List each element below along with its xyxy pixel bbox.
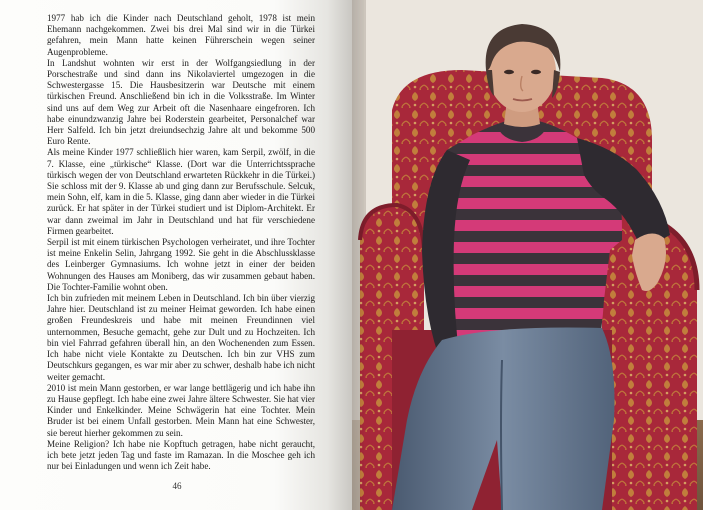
- portrait-photo: [352, 0, 703, 510]
- paragraph: Serpil ist mit einem türkischen Psychologen verheiratet, und ihre Tochter ist meine Enkelin Selin, Jahrgang 1992. Sie geht in die Abschlussklasse des Leinberger Gymnasiums. Ich wohne jetzt in einer der beiden Wohnungen des Hauses am Moniberg, das wir zusammen gebaut haben. Die Tochter-Familie wohnt oben.: [47, 237, 315, 292]
- paragraph: Ich bin zufrieden mit meinem Leben in Deutschland. Ich bin über vierzig Jahre hier. Deutschland ist zu meiner Heimat geworden. Ich habe einen großen Freundeskreis und habe mit meinen Freundinnen viel unternommen, Besuche gemacht, gehe zur Dult und zu Hochzeiten. Ich bin viel Fahrrad gefahren überall hin, an den Wochenenden zum Essen. Ich habe nicht viele Kontakte zu Deutschen. Ich bin zur VHS zum Deutschkurs gegangen, es war mir aber zu schwer, deshalb habe ich nicht weiter gemacht.: [47, 293, 315, 382]
- paragraph: In Landshut wohnten wir erst in der Wolfgangsiedlung in der Porschestraße und sind dann ins Nikolaviertel umgezogen in die Schwestergasse 15. Die Hausbesitzerin war Deutsche mit einem türkischen Freund. Anschließend bin ich in die Volksstraße. Im Winter sind uns auf dem Weg zur Arbeit oft die Nasenhaare eingefroren. Ich habe einundzwanzig Jahre bei Roderstein gearbeitet, Personalchef war Herr Salfeld. Ich bin jetzt dreiundsechzig Jahre alt und bekomme 500 Euro Rente.: [47, 57, 315, 147]
- page-number: 46: [172, 481, 182, 491]
- paragraph: 2010 ist mein Mann gestorben, er war lange bettlägerig und ich habe ihn zu Hause gepflegt. Ich habe eine zwei Jahre ältere Schwester. Sie hat vier Kinder und Enkelkinder. Meine Schwägerin hat eine Tochter. Mein Bruder ist bei einem Unfall gestorben. Mein Mann hat eine Schwester, sie bereut hierher gekommen zu sein.: [47, 382, 315, 438]
- right-page: [352, 0, 703, 510]
- paragraph: Meine Religion? Ich habe nie Kopftuch getragen, habe nicht geraucht, ich bete jetzt jeden Tag und faste im Ramazan. In die Moschee geh ich nur bei Einladungen und wenn ich Zeit habe.: [47, 438, 315, 472]
- body-text: [47, 13, 315, 472]
- paragraph: Als meine Kinder 1977 schließlich hier waren, kam Serpil, zwölf, in die 7. Klasse, eine „türkische“ Klasse. (Dort war die Unterrichtssprache türkisch wegen der von Deutschland erwarteten Rückkehr in die Türkei.) Sie schloss mit der 9. Klasse ab und ging dann zur Berufsschule. Selcuk, mein Sohn, elf, kam in die 5. Klasse, ging dann aber wieder in die Türkei zurück. Er hat später in der Türkei studiert und ist Diplom-Architekt. Er war dann zweimal im Jahr in Deutschland und hat für verschiedene Firmen gearbeitet.: [47, 147, 315, 236]
- paragraph: 1977 hab ich die Kinder nach Deutschland geholt, 1978 ist mein Ehemann nachgekommen. Zwei bis drei Mal sind wir in die Türkei gefahren, mein Mann hatte keinen Führerschein wegen seiner Augenprobleme.: [47, 13, 315, 57]
